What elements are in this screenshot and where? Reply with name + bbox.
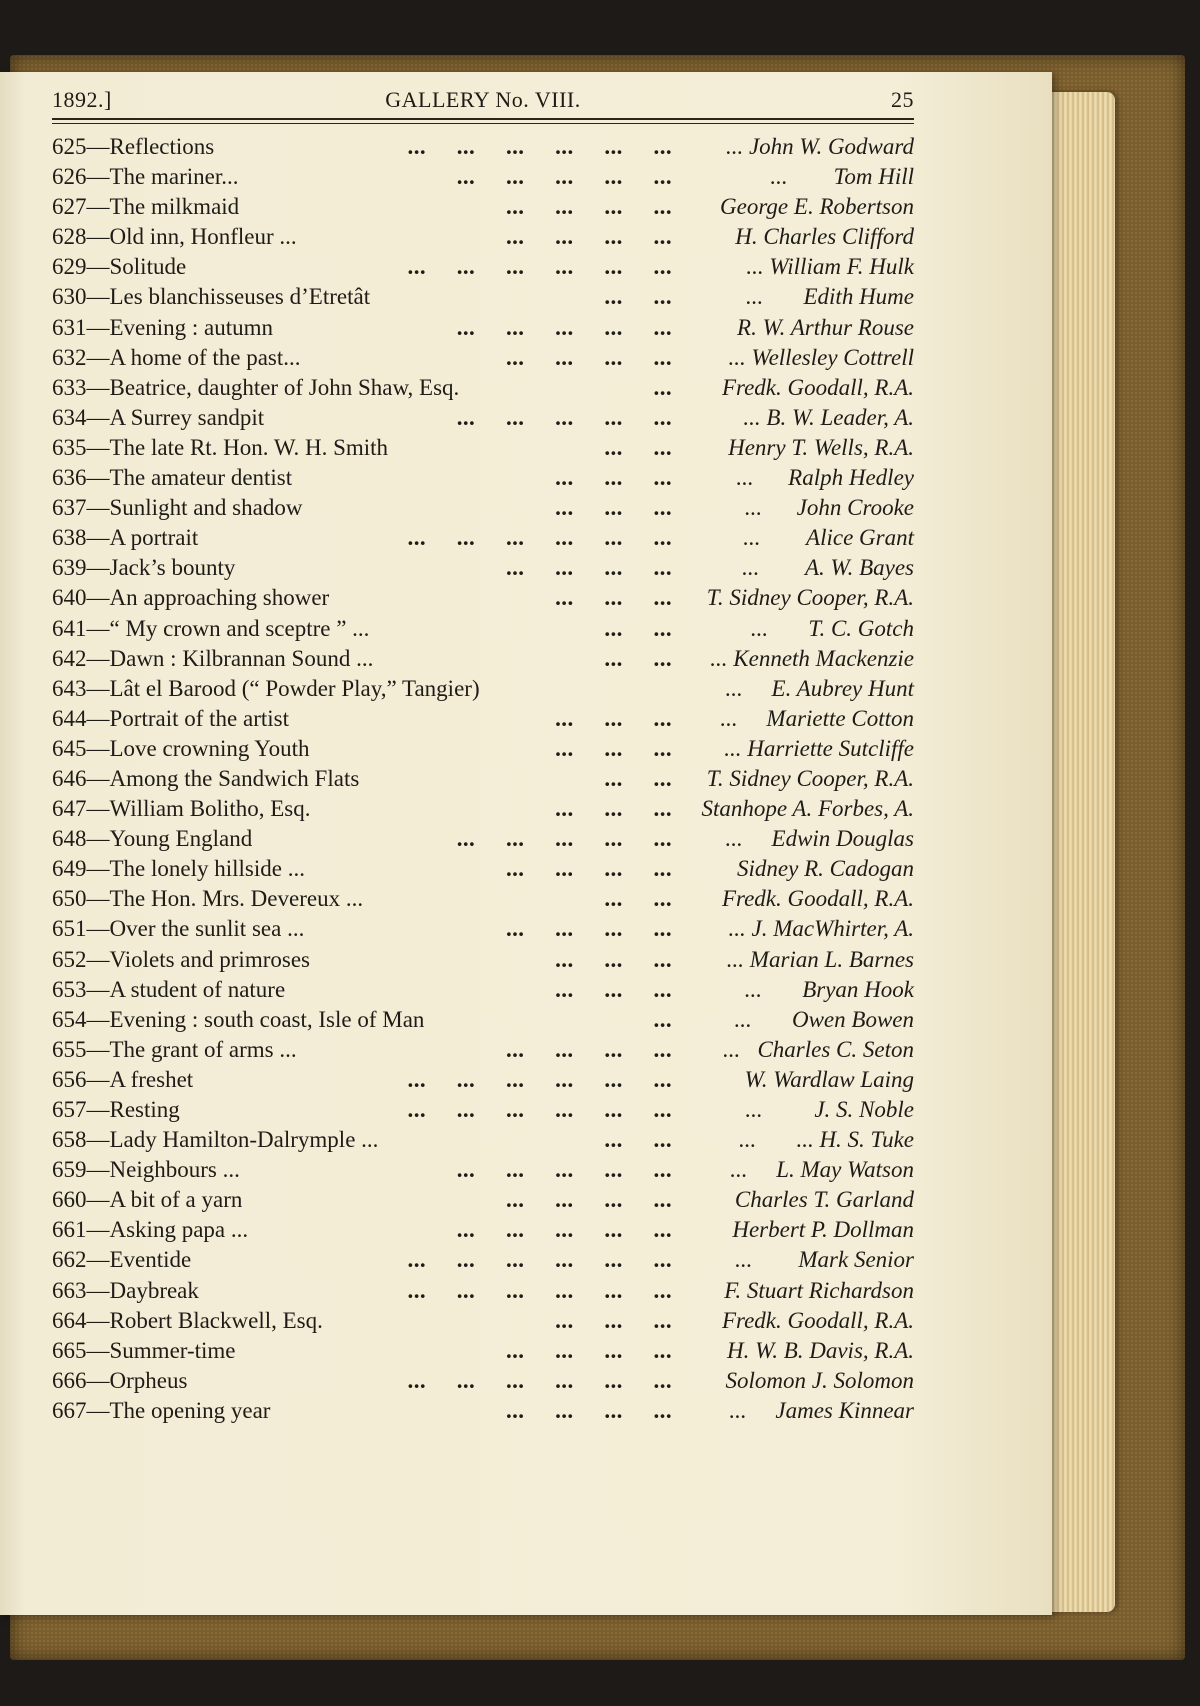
catalogue-entry (52, 1065, 914, 1095)
dot-leaders: ... ... ... ... ... (456, 164, 672, 190)
entry-title: 630—Les blanchisseuses d’Etretât (52, 284, 371, 310)
entry-title: 651—Over the sunlit sea ... (52, 916, 305, 942)
artist-name: Herbert P. Dollman (732, 1217, 914, 1243)
dot-leaders: ... ... ... ... ... ... (407, 1066, 672, 1092)
catalogue-entry (52, 1125, 914, 1155)
catalogue-entry (52, 463, 914, 493)
dot-leaders: ... ... ... (555, 585, 672, 611)
artist-name: ... Alice Grant (743, 525, 914, 551)
entry-title: 665—Summer-time (52, 1337, 236, 1363)
artist-name: ... John Crooke (744, 495, 914, 521)
artist-name: ... J. MacWhirter, A. (728, 916, 914, 942)
catalogue-entry (52, 313, 914, 343)
artist-name: F. Stuart Richardson (724, 1277, 914, 1303)
entry-title: 644—Portrait of the artist (52, 705, 289, 731)
entry-title: 626—The mariner... (52, 164, 239, 190)
catalogue-list (52, 132, 914, 1426)
entry-title: 628—Old inn, Honfleur ... (52, 224, 297, 250)
page-header (52, 87, 914, 117)
artist-name: ... A. W. Bayes (742, 555, 914, 581)
catalogue-entry (52, 553, 914, 583)
artist-name: ... E. Aubrey Hunt (725, 675, 914, 701)
artist-name: Sidney R. Cadogan (737, 856, 914, 882)
dot-leaders: ... (653, 374, 672, 400)
entry-title: 632—A home of the past... (52, 344, 301, 370)
catalogue-entry (52, 192, 914, 222)
artist-name: ... B. W. Leader, A. (743, 404, 914, 430)
catalogue-entry (52, 523, 914, 553)
entry-title: 666—Orpheus (52, 1367, 188, 1393)
catalogue-entry (52, 914, 914, 944)
dot-leaders: ... ... ... ... (505, 224, 672, 250)
catalogue-entry (52, 794, 914, 824)
dot-leaders: ... ... ... ... (505, 344, 672, 370)
entry-title: 641—“ My crown and sceptre ” ... (52, 615, 370, 641)
catalogue-entry (52, 1035, 914, 1065)
catalogue-entry (52, 1005, 914, 1035)
dot-leaders: ... ... ... ... ... ... (407, 525, 672, 551)
artist-name: R. W. Arthur Rouse (737, 314, 914, 340)
dot-leaders: ... ... ... ... (505, 194, 672, 220)
header-rule-thin (52, 123, 914, 124)
artist-name: Fredk. Goodall, R.A. (721, 374, 914, 400)
catalogue-entry (52, 403, 914, 433)
catalogue-entry (52, 433, 914, 463)
dot-leaders: ... ... ... (555, 976, 672, 1002)
dot-leaders: ... ... ... ... ... (456, 1217, 672, 1243)
dot-leaders: ... ... ... ... ... ... (407, 1277, 672, 1303)
entry-title: 635—The late Rt. Hon. W. H. Smith (52, 434, 389, 460)
entry-title: 647—William Bolitho, Esq. (52, 796, 311, 822)
dot-leaders: ... ... ... (555, 946, 672, 972)
entry-title: 655—The grant of arms ... (52, 1036, 297, 1062)
catalogue-entry (52, 1396, 914, 1426)
dot-leaders: ... ... ... ... ... ... (407, 1097, 672, 1122)
page-number: 25 (891, 87, 914, 112)
artist-name: ... Marian L. Barnes (726, 946, 914, 972)
dot-leaders: ... ... (604, 434, 672, 460)
artist-name: ... William F. Hulk (746, 254, 914, 280)
artist-name: Fredk. Goodall, R.A. (721, 1307, 914, 1333)
entry-title: 629—Solitude (52, 254, 187, 280)
entry-title: 634—A Surrey sandpit (52, 404, 265, 430)
dot-leaders: ... ... ... ... (505, 1036, 672, 1062)
dot-leaders: ... ... (604, 645, 672, 671)
catalogue-entry (52, 1185, 914, 1215)
catalogue-entry (52, 162, 914, 192)
dot-leaders: ... ... ... ... ... ... (407, 1247, 672, 1273)
entry-title: 646—Among the Sandwich Flats (52, 765, 360, 791)
catalogue-entry (52, 734, 914, 764)
catalogue-entry (52, 824, 914, 854)
artist-name: ... ... H. S. Tuke (738, 1127, 914, 1153)
year: 1892.] (52, 87, 112, 112)
dot-leaders: ... ... ... (555, 705, 672, 731)
dot-leaders: ... ... (604, 886, 672, 912)
catalogue-entry (52, 854, 914, 884)
catalogue-entry (52, 1366, 914, 1396)
dot-leaders: ... ... (604, 615, 672, 641)
entry-title: 661—Asking papa ... (52, 1217, 249, 1243)
entry-title: 650—The Hon. Mrs. Devereux ... (52, 886, 364, 912)
artist-name: T. Sidney Cooper, R.A. (706, 585, 914, 611)
artist-name: ... Harriette Sutcliffe (724, 735, 914, 761)
dot-leaders: ... ... ... (555, 495, 672, 521)
entry-title: 645—Love crowning Youth (52, 735, 310, 761)
artist-name: ... Tom Hill (770, 164, 914, 190)
artist-name: T. Sidney Cooper, R.A. (706, 765, 914, 791)
header-rule-thick (52, 118, 914, 120)
entry-title: 633—Beatrice, daughter of John Shaw, Esq. (52, 374, 460, 400)
artist-name: ... Bryan Hook (744, 976, 914, 1002)
dot-leaders: ... ... (604, 765, 672, 791)
artist-name: ... Ralph Hedley (736, 465, 914, 491)
entry-title: 638—A portrait (52, 525, 199, 551)
dot-leaders: ... ... (604, 284, 672, 310)
catalogue-entry (52, 674, 914, 704)
catalogue-entry (52, 614, 914, 644)
dot-leaders: ... ... ... ... ... (456, 1157, 672, 1183)
dot-leaders: ... ... (604, 1127, 672, 1153)
entry-title: 625—Reflections (52, 134, 215, 159)
entry-title: 627—The milkmaid (52, 194, 240, 220)
catalogue-entry (52, 132, 914, 162)
catalogue-entry (52, 975, 914, 1005)
catalogue-entry (52, 644, 914, 674)
artist-name: ... John W. Godward (725, 134, 914, 159)
dot-leaders: ... ... ... ... (505, 916, 672, 942)
dot-leaders: ... ... ... ... (505, 555, 672, 581)
artist-name: ... Owen Bowen (734, 1006, 914, 1032)
dot-leaders: ... ... ... ... ... (456, 314, 672, 340)
catalogue-entry (52, 945, 914, 975)
catalogue-entry (52, 1155, 914, 1185)
dot-leaders: ... ... ... ... (505, 1397, 672, 1423)
dot-leaders: ... ... ... (555, 796, 672, 822)
entry-title: 653—A student of nature (52, 976, 286, 1002)
entry-title: 643—Lât el Barood (“ Powder Play,” Tangier) (52, 675, 480, 701)
catalogue-entry (52, 343, 914, 373)
entry-title: 663—Daybreak (52, 1277, 199, 1303)
dot-leaders: ... ... ... (555, 1307, 672, 1333)
artist-name: ... Edwin Douglas (725, 826, 914, 852)
artist-name: Fredk. Goodall, R.A. (721, 886, 914, 912)
catalogue-entry (52, 282, 914, 312)
artist-name: ... T. C. Gotch (750, 615, 914, 641)
dot-leaders: ... ... ... (555, 735, 672, 761)
entry-title: 639—Jack’s bounty (52, 555, 236, 581)
catalogue-entry (52, 884, 914, 914)
artist-name: H. W. B. Davis, R.A. (727, 1337, 914, 1363)
artist-name: ... James Kinnear (729, 1397, 914, 1423)
artist-name: Charles T. Garland (734, 1187, 914, 1213)
artist-name: ... J. S. Noble (745, 1097, 914, 1122)
catalogue-entry (52, 1276, 914, 1306)
artist-name: H. Charles Clifford (735, 224, 914, 250)
artist-name: ... L. May Watson (730, 1157, 914, 1183)
entry-title: 658—Lady Hamilton-Dalrymple ... (52, 1127, 379, 1153)
catalogue-entry (52, 704, 914, 734)
artist-name: ... Wellesley Cottrell (728, 344, 914, 370)
catalogue-entry (52, 764, 914, 794)
entry-title: 667—The opening year (52, 1397, 271, 1423)
dot-leaders: ... ... ... ... ... (456, 404, 672, 430)
catalogue-entry (52, 252, 914, 282)
artist-name: Solomon J. Solomon (725, 1367, 914, 1393)
entry-title: 657—Resting (52, 1097, 180, 1122)
entry-title: 642—Dawn : Kilbrannan Sound ... (52, 645, 374, 671)
artist-name: George E. Robertson (720, 194, 914, 220)
dot-leaders: ... ... ... ... (505, 1337, 672, 1363)
entry-title: 660—A bit of a yarn (52, 1187, 243, 1213)
catalogue-entry (52, 1306, 914, 1336)
dot-leaders: ... ... ... ... ... (456, 826, 672, 852)
entry-title: 636—The amateur dentist (52, 465, 293, 491)
artist-name: ... Kenneth Mackenzie (710, 645, 914, 671)
artist-name: ... Charles C. Seton (722, 1036, 914, 1062)
entry-title: 631—Evening : autumn (52, 314, 274, 340)
entry-title: 652—Violets and primroses (52, 946, 310, 972)
entry-title: 640—An approaching shower (52, 585, 330, 611)
dot-leaders: ... ... ... ... (505, 1187, 672, 1213)
dot-leaders: ... ... ... ... ... ... (407, 1367, 672, 1393)
catalogue-entry (52, 1336, 914, 1366)
dot-leaders: ... ... ... (555, 465, 672, 491)
catalogue-entry (52, 373, 914, 403)
entry-title: 656—A freshet (52, 1066, 194, 1092)
entry-title: 649—The lonely hillside ... (52, 856, 305, 882)
artist-name: Stanhope A. Forbes, A. (701, 796, 914, 822)
entry-title: 664—Robert Blackwell, Esq. (52, 1307, 323, 1333)
artist-name: ... Mariette Cotton (720, 705, 914, 731)
artist-name: W. Wardlaw Laing (744, 1066, 914, 1092)
dot-leaders: ... (653, 1006, 672, 1032)
artist-name: ... Mark Senior (735, 1247, 914, 1273)
entry-title: 637—Sunlight and shadow (52, 495, 303, 521)
entry-title: 654—Evening : south coast, Isle of Man (52, 1006, 425, 1032)
entry-title: 648—Young England (52, 826, 253, 852)
gallery-title: GALLERY No. VIII. (385, 87, 581, 112)
catalogue-entry (52, 493, 914, 523)
dot-leaders: ... ... ... ... ... ... (407, 134, 672, 159)
catalogue-entry (52, 1245, 914, 1275)
catalogue-entry (52, 1095, 914, 1125)
artist-name: Henry T. Wells, R.A. (728, 434, 914, 460)
dot-leaders: ... ... ... ... (505, 856, 672, 882)
catalogue-entry (52, 222, 914, 252)
catalogue-entry (52, 1215, 914, 1245)
entry-title: 659—Neighbours ... (52, 1157, 240, 1183)
catalogue-entry (52, 583, 914, 613)
artist-name: ... Edith Hume (745, 284, 914, 310)
dot-leaders: ... ... ... ... ... ... (407, 254, 672, 280)
entry-title: 662—Eventide (52, 1247, 192, 1273)
